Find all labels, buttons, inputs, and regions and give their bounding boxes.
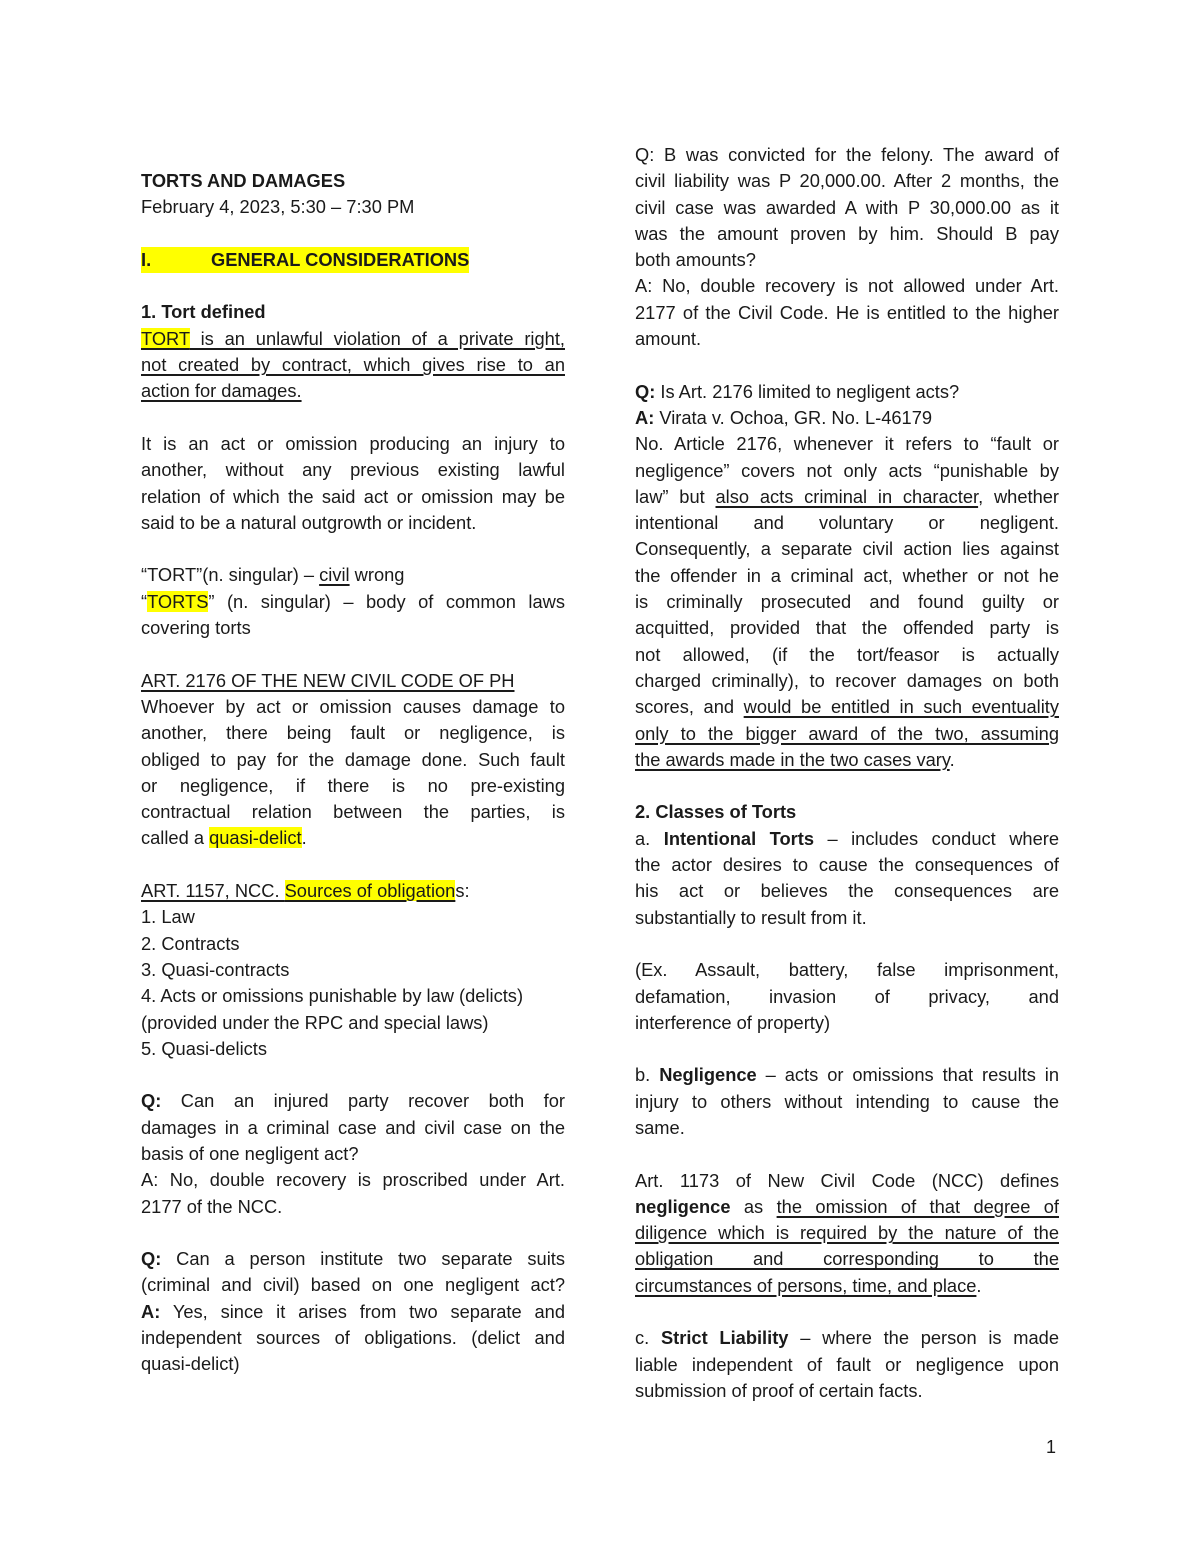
heading-classes-of-torts: 2. Classes of Torts bbox=[635, 801, 797, 823]
term-tort: TORT bbox=[141, 327, 190, 349]
ruling-line: law” but also acts criminal in character, whether bbox=[635, 485, 1059, 507]
ruling-line: charged criminally), to recover damages on both bbox=[635, 669, 1059, 691]
question-line: both amounts? bbox=[635, 249, 756, 271]
answer-line: independent sources of obligations. (delict and bbox=[141, 1327, 565, 1349]
question-line: Q: Is Art. 2176 limited to negligent acts? bbox=[635, 380, 960, 402]
section-title: GENERAL CONSIDERATIONS bbox=[211, 248, 470, 270]
ruling-line: the offender in a criminal act, whether or not he bbox=[635, 564, 1059, 586]
article-line: called a quasi-delict. bbox=[141, 827, 307, 849]
list-item: 4. Acts or omissions punishable by law (delicts) bbox=[141, 985, 524, 1007]
ruling-line: only to the bigger award of the two, assuming bbox=[635, 722, 1059, 744]
question-line: was the amount proven by him. Should B pay bbox=[635, 222, 1059, 244]
negligence-def-line: diligence which is required by the nature of the bbox=[635, 1222, 1059, 1244]
question-line: basis of one negligent act? bbox=[141, 1142, 359, 1164]
ruling-line: is criminally prosecuted and found guilty or bbox=[635, 591, 1059, 613]
paragraph-line: said to be a natural outgrowth or incident. bbox=[141, 511, 477, 533]
torts-line: covering torts bbox=[141, 617, 251, 639]
article-line: obliged to pay for the damage done. Such fault bbox=[141, 748, 565, 770]
heading-tort-defined: 1. Tort defined bbox=[141, 301, 266, 323]
class-a-line: substantially to result from it. bbox=[635, 906, 867, 928]
article-line: or negligence, if there is no pre-existing bbox=[141, 774, 565, 796]
question-line: (criminal and civil) based on one negligent act? bbox=[141, 1274, 565, 1296]
answer-line: A: Virata v. Ochoa, GR. No. L-46179 bbox=[635, 406, 933, 428]
definition-line: TORT is an unlawful violation of a private right, bbox=[141, 327, 565, 349]
class-b-line: same. bbox=[635, 1116, 685, 1138]
paragraph-line: relation of which the said act or omission may be bbox=[141, 485, 565, 507]
class-c-line: c. Strict Liability – where the person is made bbox=[635, 1327, 1059, 1349]
answer-line: amount. bbox=[635, 328, 702, 350]
ruling-line: scores, and would be entitled in such eventuality bbox=[635, 696, 1059, 718]
class-c-line: liable independent of fault or negligence upon bbox=[635, 1353, 1059, 1375]
example-line: (Ex. Assault, battery, false imprisonment, bbox=[635, 959, 1059, 981]
list-item: 3. Quasi-contracts bbox=[141, 958, 290, 980]
ruling-line: Consequently, a separate civil action lies against bbox=[635, 538, 1059, 560]
example-line: interference of property) bbox=[635, 1011, 831, 1033]
list-item: (provided under the RPC and special laws) bbox=[141, 1011, 489, 1033]
question-line: civil liability was P 20,000.00. After 2 months, the bbox=[635, 170, 1059, 192]
lecture-date: February 4, 2023, 5:30 – 7:30 PM bbox=[141, 196, 415, 218]
ruling-line: No. Article 2176, whenever it refers to “fault or bbox=[635, 433, 1059, 455]
answer-line: A: Yes, since it arises from two separate and bbox=[141, 1300, 565, 1322]
article-line: another, there being fault or negligence, is bbox=[141, 722, 565, 744]
list-item: 1. Law bbox=[141, 906, 195, 928]
list-item: 2. Contracts bbox=[141, 932, 240, 954]
class-a-line: a. Intentional Torts – includes conduct where bbox=[635, 827, 1059, 849]
class-a-line: his act or believes the consequences are bbox=[635, 880, 1059, 902]
answer-line: 2177 of the NCC. bbox=[141, 1195, 283, 1217]
negligence-def-line: circumstances of persons, time, and place. bbox=[635, 1274, 982, 1296]
question-line: Q: Can an injured party recover both for bbox=[141, 1090, 565, 1112]
ruling-line: not allowed, (if the tort/feasor is actually bbox=[635, 643, 1059, 665]
torts-line: “TORTS” (n. singular) – body of common laws bbox=[141, 590, 565, 612]
class-c-line: submission of proof of certain facts. bbox=[635, 1379, 923, 1401]
class-a-line: the actor desires to cause the consequences of bbox=[635, 854, 1059, 876]
example-line: defamation, invasion of privacy, and bbox=[635, 985, 1059, 1007]
article-line: Whoever by act or omission causes damage to bbox=[141, 695, 565, 717]
section-heading bbox=[141, 247, 565, 273]
paragraph-line: another, without any previous existing lawful bbox=[141, 459, 565, 481]
right-column bbox=[635, 0, 1059, 1404]
ruling-line: acquitted, provided that the offended party is bbox=[635, 617, 1059, 639]
question-line: Q: B was convicted for the felony. The award of bbox=[635, 144, 1059, 165]
definition-line: not created by contract, which gives rise to an bbox=[141, 354, 565, 376]
negligence-def-line: negligence as the omission of that degree of bbox=[635, 1195, 1059, 1217]
question-line: damages in a criminal case and civil case on the bbox=[141, 1116, 565, 1138]
class-b-line: b. Negligence – acts or omissions that results in bbox=[635, 1064, 1060, 1086]
paragraph-line: It is an act or omission producing an injury to bbox=[141, 432, 565, 454]
ruling-line: intentional and voluntary or negligent. bbox=[635, 512, 1059, 534]
ruling-line: the awards made in the two cases vary. bbox=[635, 748, 955, 770]
question-line: civil case was awarded A with P 30,000.00 as it bbox=[635, 196, 1059, 218]
document-title: TORTS AND DAMAGES bbox=[141, 170, 346, 191]
section-number: I. bbox=[141, 248, 152, 270]
answer-line: A: No, double recovery is proscribed under Art. bbox=[141, 1169, 565, 1191]
left-column bbox=[141, 0, 565, 1378]
definition-line: action for damages. bbox=[141, 380, 302, 402]
page-number: 1 bbox=[1046, 1437, 1057, 1457]
ruling-line: negligence” covers not only acts “punishable by bbox=[635, 459, 1059, 481]
negligence-def-line: Art. 1173 of New Civil Code (NCC) defines bbox=[635, 1169, 1059, 1191]
negligence-def-line: obligation and corresponding to the bbox=[635, 1248, 1059, 1270]
tort-singular-line: “TORT”(n. singular) – civil wrong bbox=[141, 564, 405, 586]
answer-line: 2177 of the Civil Code. He is entitled to the higher bbox=[635, 301, 1059, 323]
list-item: 5. Quasi-delicts bbox=[141, 1037, 267, 1059]
article-1157-title: ART. 1157, NCC. Sources of obligations: bbox=[141, 880, 470, 902]
class-b-line: injury to others without intending to cause the bbox=[635, 1090, 1059, 1112]
term-quasi-delict: quasi-delict bbox=[209, 827, 302, 849]
question-line: Q: Can a person institute two separate suits bbox=[141, 1248, 565, 1270]
answer-line: quasi-delict) bbox=[141, 1353, 240, 1375]
article-line: contractual relation between the parties, is bbox=[141, 801, 565, 823]
article-2176-title: ART. 2176 OF THE NEW CIVIL CODE OF PH bbox=[141, 669, 515, 691]
answer-line: A: No, double recovery is not allowed under Art. bbox=[635, 275, 1059, 297]
